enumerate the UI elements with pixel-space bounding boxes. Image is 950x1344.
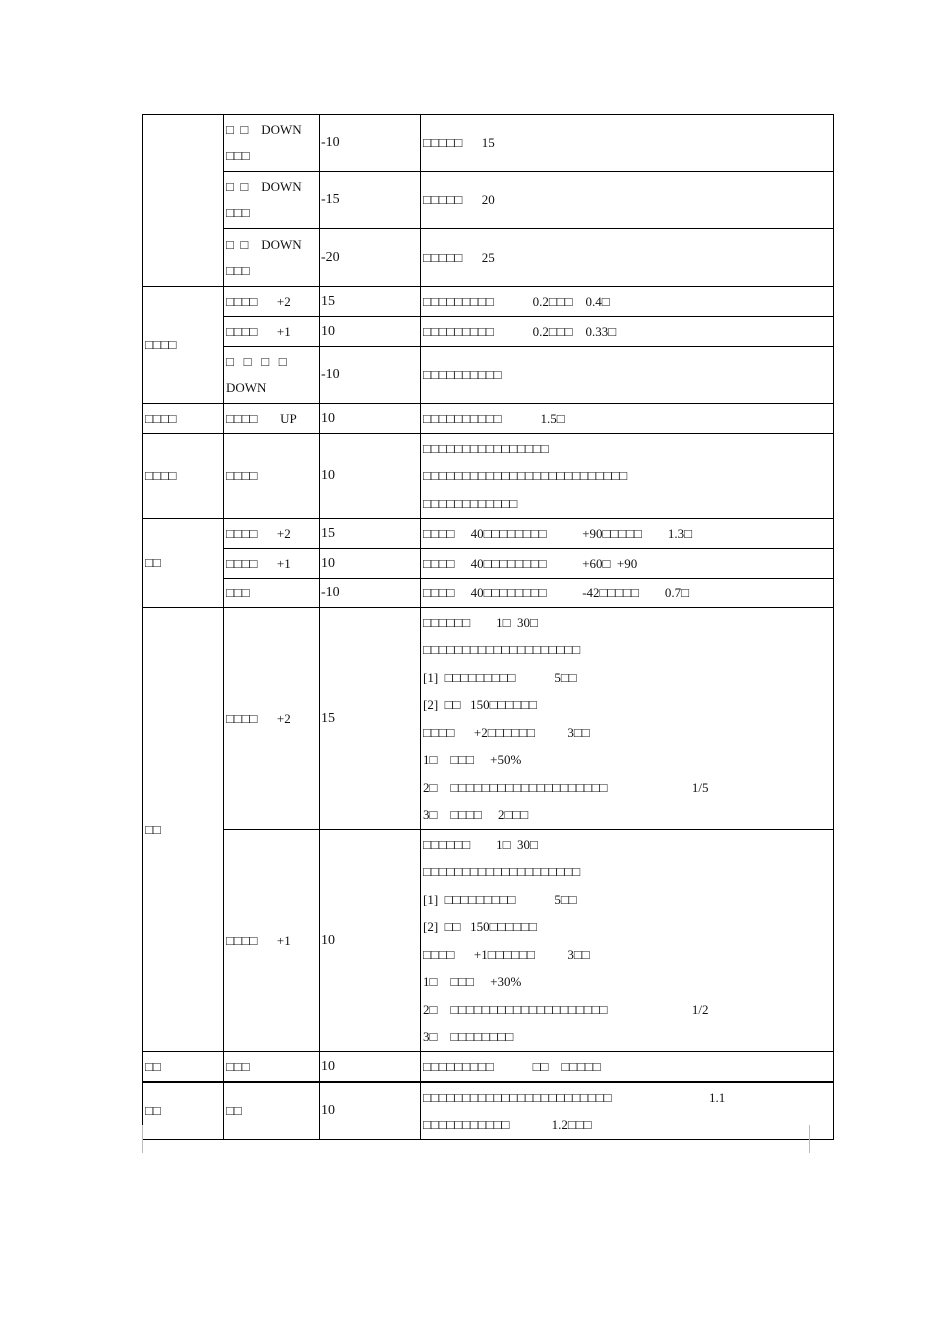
description-cell xyxy=(421,519,833,548)
description-line: 2□ □□□□□□□□□□□□□□□□□□□□ 1/2 xyxy=(423,1001,709,1017)
value-cell: 10 xyxy=(320,317,421,346)
table-row xyxy=(224,1052,833,1081)
table-group xyxy=(143,518,833,607)
effect-name-cell xyxy=(224,1052,320,1081)
description-line: □□□□ +2□□□□□□ 3□□ xyxy=(423,724,590,740)
description-line: □□□□□ 15 xyxy=(423,135,495,151)
effect-name-line: □□□ xyxy=(226,585,250,600)
description-line: □□□□□□□□□□ xyxy=(423,367,502,383)
effect-table xyxy=(142,114,834,1140)
effect-name-line: □ □ DOWN xyxy=(226,179,302,194)
effect-name-cell xyxy=(224,579,320,607)
effect-name-cell xyxy=(224,830,320,1051)
effect-name-line: □□□□ +2 xyxy=(226,710,291,726)
effect-name-line: □□□□ +2 xyxy=(226,525,291,541)
effect-name-line: DOWN xyxy=(226,380,267,395)
category-cell: □□□□ xyxy=(143,434,224,518)
description-line: □□□□ 40□□□□□□□□ +60□ +90 xyxy=(423,555,638,571)
description-line: 2□ □□□□□□□□□□□□□□□□□□□□ 1/5 xyxy=(423,779,709,795)
description-line: [1] □□□□□□□□□ 5□□ xyxy=(423,669,577,685)
effect-name-line: □ □ DOWN xyxy=(226,236,302,252)
value-cell: 10 xyxy=(320,434,421,518)
value-cell: -15 xyxy=(320,172,421,228)
value-cell: 10 xyxy=(320,1052,421,1081)
description-line: 1□ □□□ +50% xyxy=(423,752,522,767)
category-cell: □□ xyxy=(143,1052,224,1081)
description-line: □□□□ +1□□□□□□ 3□□ xyxy=(423,946,590,962)
description-line: □□□□□ 20 xyxy=(423,192,495,208)
value-cell: 15 xyxy=(320,608,421,829)
description-line: □□□□□□□□□ 0.2□□□ 0.4□ xyxy=(423,293,610,309)
effect-name-cell xyxy=(224,229,320,286)
description-line: [2] □□ 150□□□□□□ xyxy=(423,697,537,712)
effect-name-line: □□□ xyxy=(226,1058,250,1074)
effect-name-cell xyxy=(224,404,320,433)
value-cell: -20 xyxy=(320,229,421,286)
effect-name-cell xyxy=(224,1083,320,1139)
description-cell xyxy=(421,172,833,228)
table-group xyxy=(143,1081,833,1139)
category-cell xyxy=(143,115,224,286)
category-cell: □□ xyxy=(143,519,224,607)
description-cell xyxy=(421,1052,833,1081)
description-cell xyxy=(421,608,833,829)
table-group xyxy=(143,433,833,518)
value-cell: -10 xyxy=(320,347,421,403)
description-cell xyxy=(421,229,833,286)
description-cell xyxy=(421,347,833,403)
description-line: □□□□□□□□□□□□□□□□□□□□□□□□□□ xyxy=(423,468,628,484)
effect-name-cell xyxy=(224,549,320,578)
table-row xyxy=(224,434,833,518)
description-line: [1] □□□□□□□□□ 5□□ xyxy=(423,891,577,907)
value-cell: 15 xyxy=(320,519,421,548)
description-line: [2] □□ 150□□□□□□ xyxy=(423,919,537,934)
table-group xyxy=(143,607,833,1051)
description-cell xyxy=(421,830,833,1051)
table-row xyxy=(224,316,833,346)
description-cell xyxy=(421,115,833,171)
description-line: □□□□□□□□□ 0.2□□□ 0.33□ xyxy=(423,323,617,339)
value-cell: 10 xyxy=(320,830,421,1051)
table-row xyxy=(224,287,833,316)
effect-name-line: □□□ xyxy=(226,205,250,220)
category-cell: □□ xyxy=(143,608,224,1051)
description-line: □□□□□□□□□□□□ xyxy=(423,495,518,511)
effect-name-cell xyxy=(224,287,320,316)
description-line: □□□□□□□□□□□ 1.2□□□ xyxy=(423,1117,592,1132)
description-cell xyxy=(421,549,833,578)
table-row xyxy=(224,829,833,1051)
effect-name-line: □□□□ +2 xyxy=(226,293,291,309)
effect-name-line: □□□□ +1 xyxy=(226,323,291,339)
table-row xyxy=(224,608,833,829)
description-line: □□□□□□□□□ □□ □□□□□ xyxy=(423,1058,601,1074)
effect-name-line: □□□□ UP xyxy=(226,410,297,426)
effect-name-line: □□□ xyxy=(226,262,250,278)
description-cell xyxy=(421,1083,833,1139)
category-cell: □□□□ xyxy=(143,404,224,433)
table-row xyxy=(224,519,833,548)
effect-name-cell xyxy=(224,434,320,518)
effect-name-cell xyxy=(224,519,320,548)
effect-name-cell xyxy=(224,317,320,346)
table-row xyxy=(224,548,833,578)
table-row xyxy=(224,578,833,607)
table-tail-left xyxy=(142,1125,143,1153)
effect-name-line: □□□□ xyxy=(226,468,258,483)
description-line: □□□□□□□□□□□□□□□□ xyxy=(423,440,549,456)
effect-name-cell xyxy=(224,347,320,403)
description-cell xyxy=(421,404,833,433)
value-cell: -10 xyxy=(320,579,421,607)
effect-name-line: □□□ xyxy=(226,148,250,163)
description-cell xyxy=(421,287,833,316)
description-cell xyxy=(421,434,833,518)
description-line: 3□ □□□□ 2□□□ xyxy=(423,807,529,822)
description-line: □□□□ 40□□□□□□□□ +90□□□□□ 1.3□ xyxy=(423,525,692,541)
table-group xyxy=(143,286,833,403)
description-line: □□□□□□ 1□ 30□ xyxy=(423,614,538,630)
effect-name-line: □ □ □ □ xyxy=(226,354,287,369)
description-line: □□□□□□ 1□ 30□ xyxy=(423,836,538,852)
value-cell: -10 xyxy=(320,115,421,171)
table-tail-right xyxy=(809,1125,810,1153)
table-group xyxy=(143,1051,833,1081)
table-group xyxy=(143,403,833,433)
description-cell xyxy=(421,579,833,607)
table-row xyxy=(224,115,833,171)
effect-name-line: □ □ DOWN xyxy=(226,122,302,137)
description-line: 1□ □□□ +30% xyxy=(423,974,522,989)
table-row xyxy=(224,171,833,228)
category-cell: □□ xyxy=(143,1083,224,1139)
description-line: □□□□□□□□□□□□□□□□□□□□ xyxy=(423,642,581,657)
category-cell: □□□□ xyxy=(143,287,224,403)
effect-name-line: □□□□ +1 xyxy=(226,555,291,571)
value-cell: 10 xyxy=(320,404,421,433)
value-cell: 15 xyxy=(320,287,421,316)
table-row xyxy=(224,346,833,403)
effect-name-line: □□□□ +1 xyxy=(226,932,291,948)
value-cell: 10 xyxy=(320,1083,421,1139)
table-row xyxy=(224,1083,833,1139)
description-line: □□□□□□□□□□□□□□□□□□□□ xyxy=(423,864,581,879)
description-line: □□□□□□□□□□□□□□□□□□□□□□□□ 1.1 xyxy=(423,1089,726,1105)
effect-name-line: □□ xyxy=(226,1103,242,1118)
value-cell: 10 xyxy=(320,549,421,578)
description-cell xyxy=(421,317,833,346)
table-row xyxy=(224,228,833,286)
effect-name-cell xyxy=(224,115,320,171)
description-line: □□□□□□□□□□ 1.5□ xyxy=(423,410,565,426)
description-line: □□□□□ 25 xyxy=(423,249,495,265)
effect-name-cell xyxy=(224,172,320,228)
table-group xyxy=(143,115,833,286)
effect-name-cell xyxy=(224,608,320,829)
description-line: □□□□ 40□□□□□□□□ -42□□□□□ 0.7□ xyxy=(423,585,689,601)
table-row xyxy=(224,404,833,433)
description-line: 3□ □□□□□□□□ xyxy=(423,1029,514,1044)
